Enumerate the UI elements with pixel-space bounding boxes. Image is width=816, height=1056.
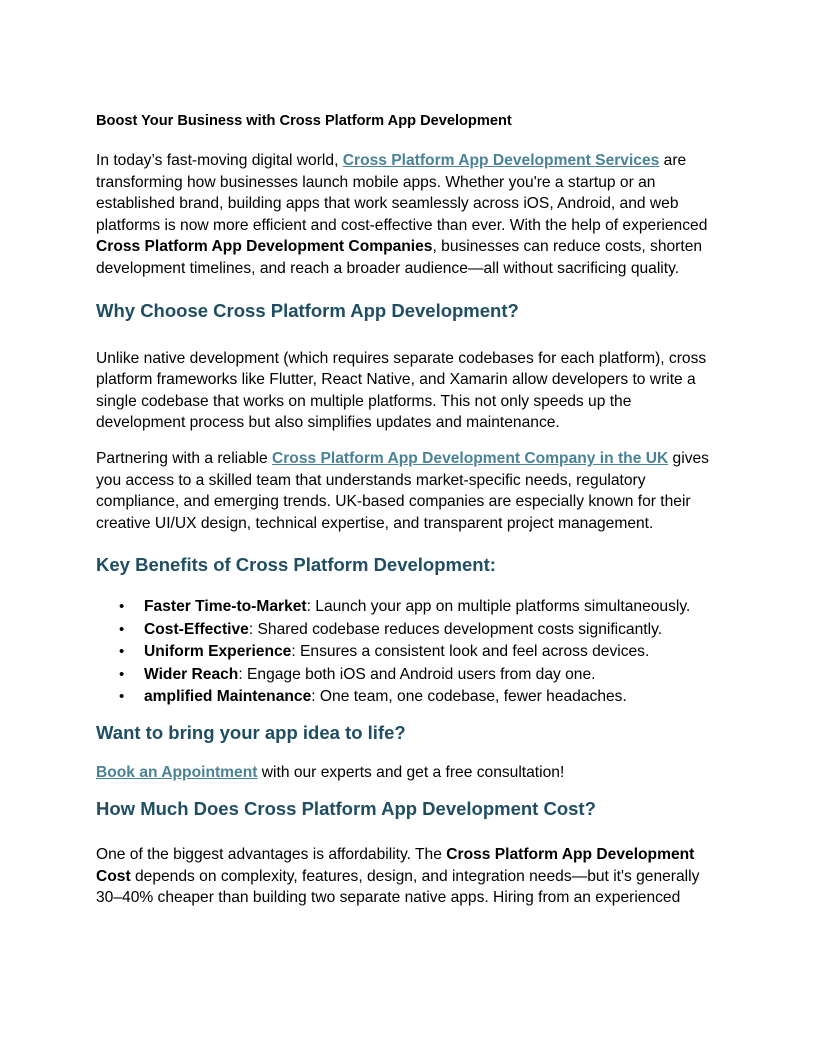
cost-heading: How Much Does Cross Platform App Development Cost? bbox=[96, 797, 596, 819]
list-item bbox=[119, 596, 720, 618]
why-paragraph-2 bbox=[96, 448, 720, 534]
bullet-icon: • bbox=[119, 687, 125, 705]
bullet-icon: • bbox=[119, 665, 125, 683]
why-text-b: gives you access to a skilled team that understands market-specific needs, regulatory compliance, and emerging trends. UK-based companies are especially known for their creative UI/UX design, technical expertise, and transparent project management. bbox=[96, 449, 709, 532]
benefit-desc: : Launch your app on multiple platforms simultaneously. bbox=[306, 598, 691, 616]
cost-text-1: One of the biggest advantages is affordability. The bbox=[96, 845, 447, 863]
benefits-list bbox=[96, 596, 720, 708]
cta-heading: Want to bring your app idea to life? bbox=[96, 722, 406, 744]
benefit-desc: : Ensures a consistent look and feel across devices. bbox=[291, 643, 650, 661]
intro-text-1: In today’s fast-moving digital world, bbox=[96, 152, 343, 169]
list-item bbox=[119, 641, 720, 663]
bullet-icon: • bbox=[119, 598, 125, 616]
book-appointment-link[interactable]: Book an Appointment bbox=[96, 764, 258, 782]
intro-bold-companies: Cross Platform App Development Companies bbox=[96, 238, 433, 256]
bullet-icon: • bbox=[119, 643, 125, 661]
why-paragraph-1: Unlike native development (which requires separate codebases for each platform), cross platform frameworks like Flutter, React Native, and Xamarin allow developers to write a single codebase that works on multiple platforms. This not only speeds up the development process but also simplifies updates and maintenance. bbox=[96, 349, 707, 432]
why-text-a: Partnering with a reliable bbox=[96, 449, 272, 467]
cost-text-2: depends on complexity, features, design, and integration needs—but it's generally 30–40% cheaper than building two separate native apps. Hiring from an experienced bbox=[96, 867, 700, 907]
list-item bbox=[119, 619, 720, 641]
key-benefits-heading: Key Benefits of Cross Platform Development: bbox=[96, 554, 496, 576]
cross-platform-services-link[interactable]: Cross Platform App Development Services bbox=[342, 152, 660, 169]
benefit-desc: : Engage both iOS and Android users from day one. bbox=[238, 665, 596, 683]
cost-paragraph bbox=[96, 844, 720, 909]
benefit-term: Uniform Experience bbox=[144, 643, 292, 661]
cta-text: with our experts and get a free consultation! bbox=[257, 764, 565, 782]
benefit-term: amplified Maintenance bbox=[144, 687, 312, 705]
intro-text-2: are transforming how businesses launch mobile apps. Whether you're a startup or an established brand, building apps that work seamlessly across iOS, Android, and web platforms is now more efficient and cost-effective than ever. With the help of experienced bbox=[96, 152, 708, 234]
list-item bbox=[119, 686, 720, 708]
why-choose-heading: Why Choose Cross Platform App Development? bbox=[96, 299, 519, 321]
document-title: Boost Your Business with Cross Platform App Development bbox=[96, 113, 512, 129]
benefit-term: Wider Reach bbox=[144, 665, 239, 683]
intro-paragraph bbox=[96, 150, 720, 280]
benefit-term: Faster Time-to-Market bbox=[144, 598, 307, 616]
uk-company-link[interactable]: Cross Platform App Development Company in the UK bbox=[271, 449, 669, 467]
bullet-icon: • bbox=[119, 620, 125, 638]
benefit-desc: : Shared codebase reduces development costs significantly. bbox=[248, 620, 663, 638]
cta-paragraph bbox=[96, 762, 720, 784]
list-item bbox=[119, 664, 720, 686]
benefit-term: Cost-Effective bbox=[144, 620, 249, 638]
intro-text-3: , businesses can reduce costs, shorten development timelines, and reach a broader audience—all without sacrificing quality. bbox=[96, 238, 703, 277]
cost-bold: Cross Platform App Development Cost bbox=[96, 845, 695, 885]
benefit-desc: : One team, one codebase, fewer headaches. bbox=[311, 687, 627, 705]
